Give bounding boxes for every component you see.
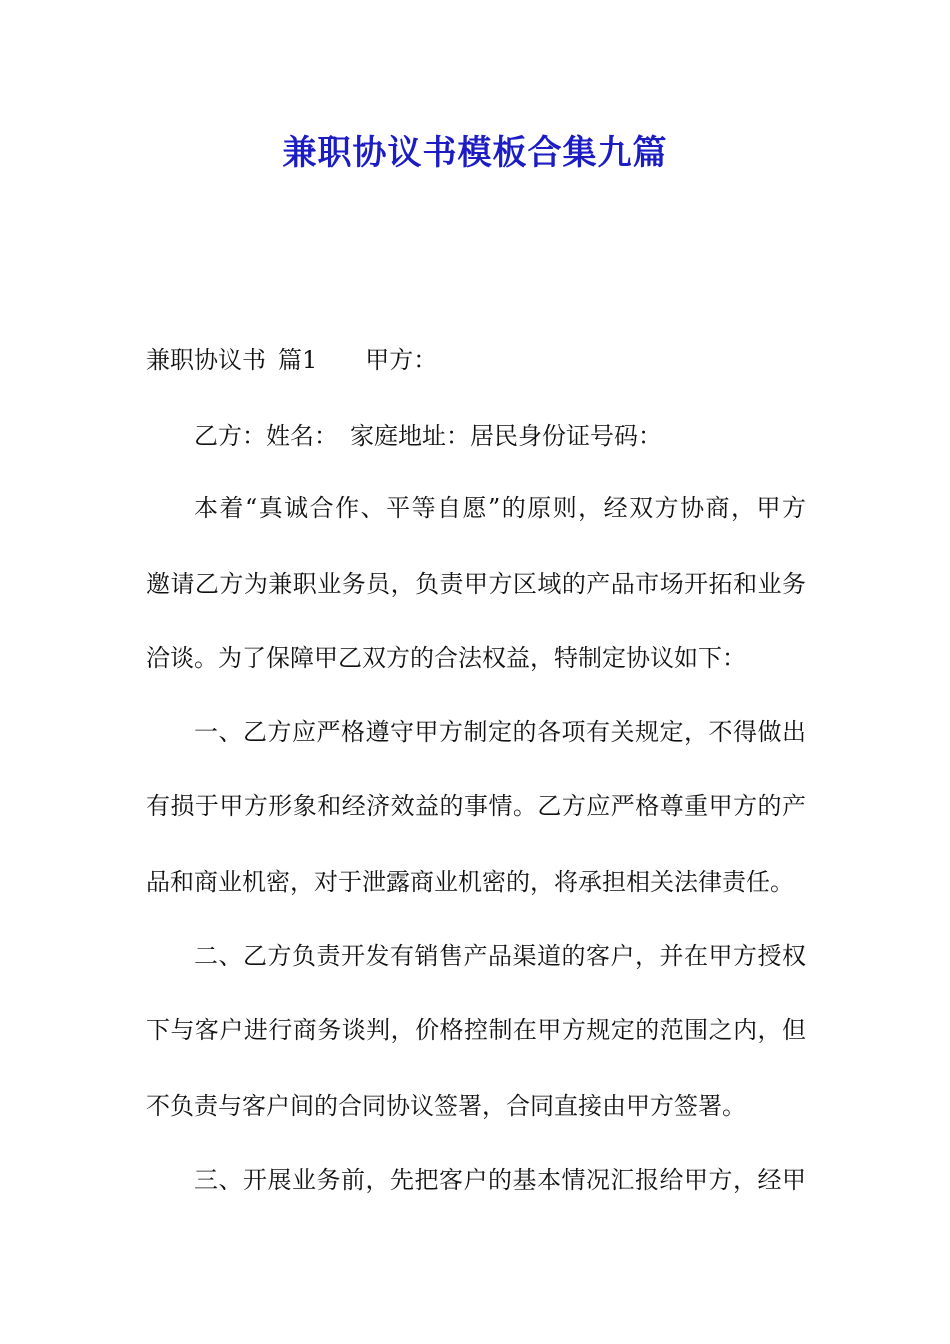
doc-name: 兼职协议书 (146, 346, 266, 374)
paragraph-line: 下与客户进行商务谈判，价格控制在甲方规定的范围之内，但 (146, 1016, 806, 1044)
paragraph-line: 一、乙方应严格遵守甲方制定的各项有关规定，不得做出 (194, 718, 806, 746)
paragraph-line: 邀请乙方为兼职业务员，负责甲方区域的产品市场开拓和业务 (146, 570, 806, 598)
paragraph-line: 三、开展业务前，先把客户的基本情况汇报给甲方，经甲 (194, 1166, 806, 1194)
paragraph-line: 二、乙方负责开发有销售产品渠道的客户，并在甲方授权 (194, 942, 806, 970)
party-a-label: 甲方： (365, 346, 438, 374)
paragraph-line: 品和商业机密，对于泄露商业机密的，将承担相关法律责任。 (146, 868, 794, 896)
document-title: 兼职协议书模板合集九篇 (282, 133, 668, 173)
section-number: 篇1 (278, 346, 318, 374)
section-header (146, 340, 437, 380)
paragraph-line: 有损于甲方形象和经济效益的事情。乙方应严格尊重甲方的产 (146, 792, 806, 820)
paragraph-line: 洽谈。为了保障甲乙双方的合法权益，特制定协议如下： (146, 644, 746, 672)
party-b-line: 乙方：姓名： 家庭地址：居民身份证号码： (194, 422, 662, 450)
paragraph-line: 不负责与客户间的合同协议签署，合同直接由甲方签署。 (146, 1092, 746, 1120)
paragraph-line: 本着“真诚合作、平等自愿”的原则，经双方协商，甲方 (194, 494, 806, 522)
